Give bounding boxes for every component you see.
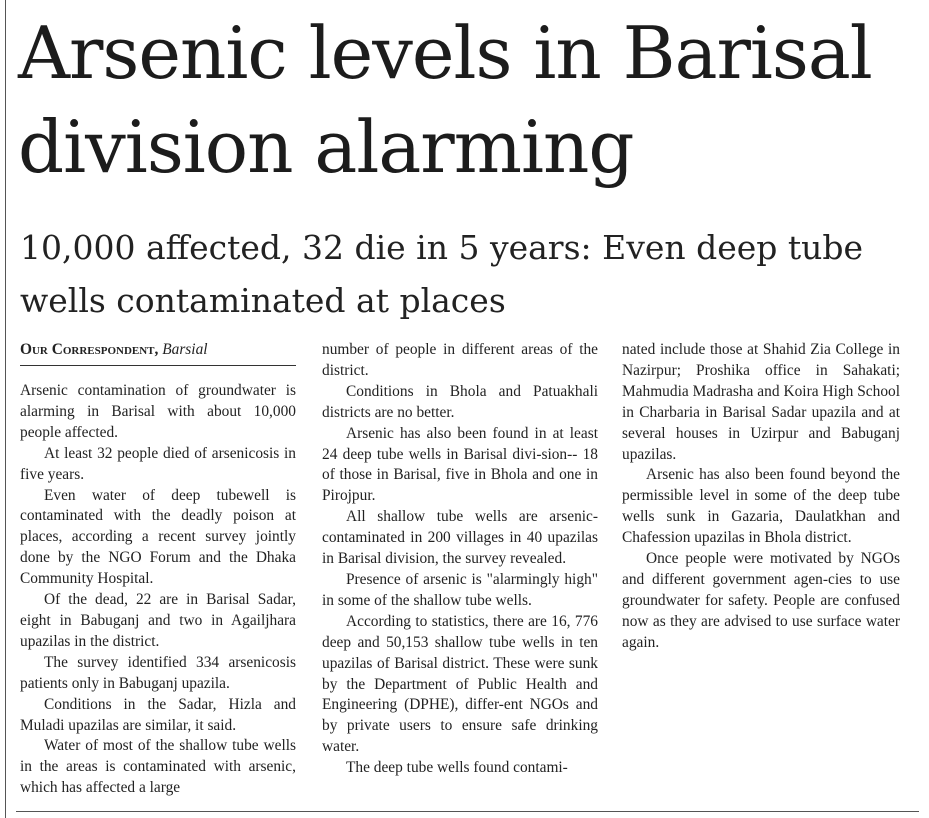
paragraph: The survey identified 334 arsenicosis patients only in Babuganj upazila. (20, 653, 296, 692)
paragraph: Arsenic has also been found beyond the permissible level in some of the deep tube wells sunk in Gazaria, Daulatkhan and Chafession upazilas in Bhola district. (622, 466, 900, 547)
article-column-1 (20, 340, 296, 799)
paragraph: The deep tube wells found contami- (346, 759, 568, 777)
byline-location: Barsial (162, 341, 208, 358)
paragraph: number of people in different areas of the district. (322, 341, 598, 379)
article-column-2 (322, 340, 598, 779)
byline-author: Our Correspondent, (20, 341, 159, 358)
paragraph: Water of most of the shallow tube wells in the areas is contaminated with arsenic, which has affected a large (20, 737, 296, 797)
paragraph: All shallow tube wells are arsenic-contaminated in 200 villages in 40 upazilas in Barisal division, the survey revealed. (322, 508, 598, 568)
left-border-rule (5, 0, 6, 818)
paragraph: Arsenic has also been found in at least 24 deep tube wells in Barisal divi-sion-- 18 of those in Barisal, five in Bhola and one in Pirojpur. (322, 424, 598, 505)
headline: Arsenic levels in Barisal division alarming (18, 11, 872, 189)
article-column-3 (622, 340, 900, 654)
paragraph: Arsenic contamination of groundwater is alarming in Barisal with about 10,000 people affected. (20, 382, 296, 441)
paragraph: At least 32 people died of arsenicosis in five years. (20, 444, 296, 483)
paragraph: Presence of arsenic is "alarmingly high" in some of the shallow tube wells. (322, 570, 598, 609)
paragraph: Once people were motivated by NGOs and different government agen-cies to use groundwater for safety. People are confused now as they are advised to use surface water again. (622, 550, 900, 651)
paragraph: Conditions in the Sadar, Hizla and Muladi upazilas are similar, it said. (20, 695, 296, 734)
paragraph: Even water of deep tubewell is contaminated with the deadly poison at places, according a recent survey jointly done by the NGO Forum and the Dhaka Community Hospital. (20, 486, 296, 588)
subheadline: 10,000 affected, 32 die in 5 years: Even deep tube wells contaminated at places (20, 228, 864, 320)
byline (20, 340, 296, 366)
bottom-border-rule (16, 811, 919, 812)
paragraph: According to statistics, there are 16, 776 deep and 50,153 shallow tube wells in ten upazilas of Barisal district. These were sunk by the Department of Public Health and Engineering (DPHE), differ-ent NGOs and by private users to ensure safe drinking water. (322, 612, 598, 756)
paragraph: nated include those at Shahid Zia College in Nazirpur; Proshika office in Sahakati; Mahmudia Madrasha and Koira High School in Charbaria in Barisal Sadar upazila and at several houses in Uzirpur and Babuganj upazilas. (622, 341, 900, 463)
paragraph: Of the dead, 22 are in Barisal Sadar, eight in Babuganj and two in Agailjhara upazilas in the district. (20, 591, 296, 650)
paragraph: Conditions in Bhola and Patuakhali districts are no better. (322, 382, 598, 421)
